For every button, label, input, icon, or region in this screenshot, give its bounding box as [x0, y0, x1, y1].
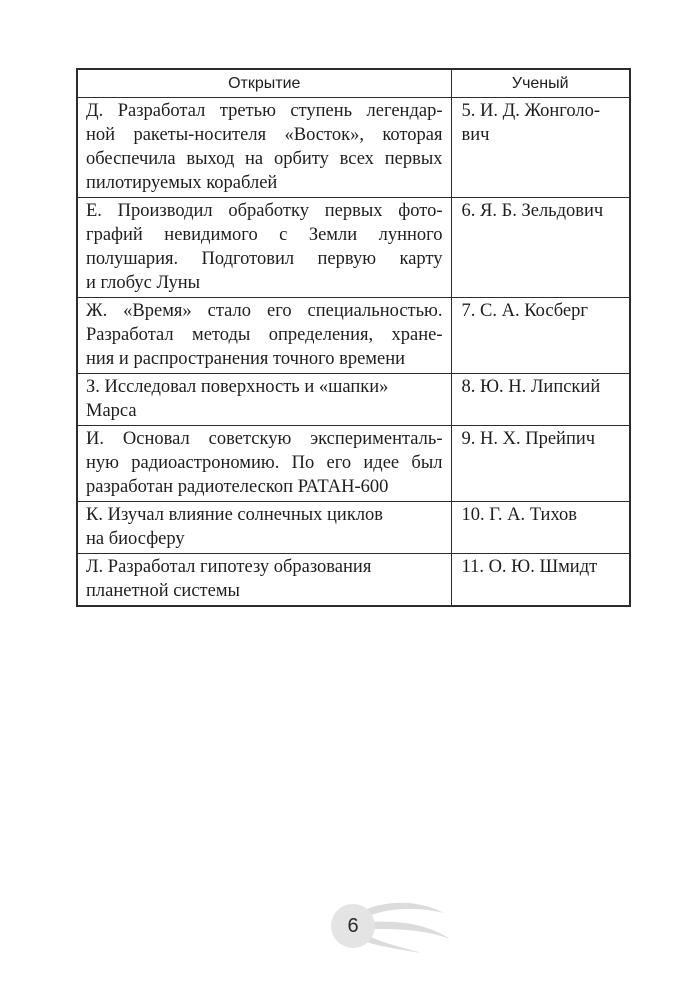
- text-line: разработан радиотелескоп РАТАН-600: [86, 477, 389, 497]
- table-row: [77, 198, 630, 298]
- scientist-cell: [451, 374, 630, 426]
- discovery-text: [86, 199, 443, 295]
- text-line: 10. Г. А. Тихов: [461, 505, 577, 525]
- discovery-text: [86, 375, 443, 423]
- scientist-cell: [451, 554, 630, 607]
- discovery-text: [86, 99, 443, 195]
- scientist-name: [462, 99, 622, 147]
- scientist-cell: [451, 198, 630, 298]
- text-line: и глобус Луны: [86, 273, 201, 293]
- text-line: Разработал методы определения, хране-: [86, 325, 443, 345]
- text-line: пилотируемых кораблей: [86, 173, 278, 193]
- comet-swoosh-icon: [336, 896, 456, 956]
- table-row: [77, 98, 630, 198]
- text-line: ния и распространения точного времени: [86, 349, 406, 369]
- text-line: З. Исследовал поверхность и «шапки»: [86, 377, 389, 397]
- scientist-name: [462, 199, 622, 223]
- table-header-row: [77, 69, 630, 98]
- scientist-cell: [451, 298, 630, 374]
- text-line: ной ракеты-носителя «Восток», которая: [86, 125, 443, 145]
- page-number: 6: [347, 914, 359, 937]
- table-row: [77, 554, 630, 607]
- discovery-cell: [77, 298, 451, 374]
- text-line: Марса: [86, 401, 137, 421]
- text-line: Д. Разработал третью ступень легендар-: [86, 101, 443, 121]
- discovery-text: [86, 427, 443, 499]
- table-row: [77, 298, 630, 374]
- matching-table: [76, 68, 631, 607]
- text-line: И. Основал советскую эксперименталь-: [86, 429, 443, 449]
- scientist-name: [462, 375, 622, 399]
- text-line: К. Изучал влияние солнечных циклов: [86, 505, 384, 525]
- discovery-cell: [77, 374, 451, 426]
- discovery-text: [86, 555, 443, 603]
- table-row: [77, 374, 630, 426]
- scientist-name: [462, 503, 622, 527]
- discovery-cell: [77, 98, 451, 198]
- text-line: вич: [461, 125, 490, 145]
- text-line: ную радиоастрономию. По его идее был: [86, 453, 443, 473]
- scientist-name: [462, 427, 622, 451]
- text-line: Ж. «Время» стало его специальностью.: [86, 301, 443, 321]
- discovery-cell: [77, 198, 451, 298]
- text-line: на биосферу: [86, 529, 185, 549]
- column-header-scientist: Ученый: [451, 69, 630, 98]
- text-line: 9. Н. Х. Прейпич: [461, 429, 596, 449]
- scientist-cell: [451, 502, 630, 554]
- text-line: 8. Ю. Н. Липский: [461, 377, 601, 397]
- discovery-cell: [77, 426, 451, 502]
- discovery-cell: [77, 502, 451, 554]
- scientist-cell: [451, 426, 630, 502]
- text-line: полушария. Подготовил первую карту: [86, 249, 443, 269]
- table-row: [77, 426, 630, 502]
- text-line: 5. И. Д. Жонголо-: [461, 101, 601, 121]
- page-number-badge: [331, 904, 375, 948]
- text-line: 6. Я. Б. Зельдович: [461, 201, 604, 221]
- discovery-cell: [77, 554, 451, 607]
- table-row: [77, 502, 630, 554]
- text-line: планетной системы: [86, 581, 240, 601]
- scientist-name: [462, 555, 622, 579]
- scientist-name: [462, 299, 622, 323]
- scientist-cell: [451, 98, 630, 198]
- text-line: графий невидимого с Земли лунного: [86, 225, 443, 245]
- text-line: обеспечила выход на орбиту всех первых: [86, 149, 443, 169]
- text-line: Е. Производил обработку первых фото-: [86, 201, 443, 221]
- discovery-text: [86, 503, 443, 551]
- column-header-discovery: Открытие: [77, 69, 451, 98]
- text-line: Л. Разработал гипотезу образования: [86, 557, 372, 577]
- text-line: 7. С. А. Косберг: [461, 301, 588, 321]
- text-line: 11. О. Ю. Шмидт: [461, 557, 598, 577]
- discovery-text: [86, 299, 443, 371]
